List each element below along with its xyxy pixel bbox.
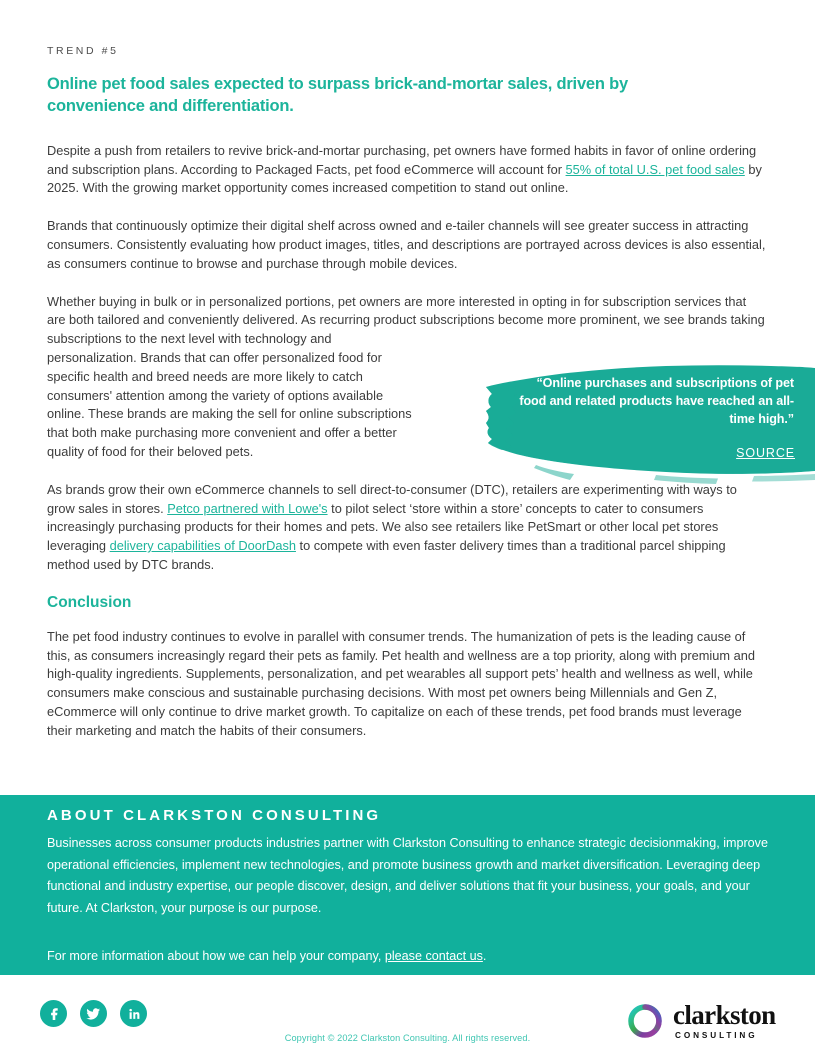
about-contact-suffix: . (482, 948, 487, 963)
about-heading: ABOUT CLARKSTON CONSULTING (47, 807, 382, 824)
link-doordash-delivery[interactable]: delivery capabilities of DoorDash (109, 538, 296, 554)
quote-callout (486, 353, 815, 485)
conclusion-heading: Conclusion (47, 593, 132, 611)
about-body: Businesses across consumer products industries partner with Clarkston Consulting to enhance strategic decisionmaking, improve operational efficiencies, implement new technologies, and promote business growth and market diversification. Leveraging deep functional and industry expertise, our people discover, design, and deliver solutions that fit your business, your goals, and your future. At Clarkston, your purpose is our purpose. (47, 836, 768, 915)
social-links (40, 1000, 147, 1027)
logo-wordmark (673, 1002, 776, 1040)
link-pet-food-sales-stat[interactable]: 55% of total U.S. pet food sales (565, 161, 745, 177)
paragraph-subscriptions-text: Whether buying in bulk or in personalized portions, pet owners are more interested in opting in for subscription services that are both tailored and conveniently delivered. As recurring product subscriptions become more prominent, we see brands taking subscriptions to the next level with technology and personalization. Brands that can offer personalized food for specific health and breed needs are more likely to catch consumers' attention among the variety of options available online. These brands are making the sell for online subscriptions that both make purchasing more convenient and offer a better quality of food for their beloved pets. (47, 293, 765, 460)
page-title: Online pet food sales expected to surpass brick-and-mortar sales, driven by convenience and differentiation. (47, 75, 629, 115)
facebook-glyph (46, 1006, 62, 1022)
copyright-text: Copyright © 2022 Clarkston Consulting. All rights reserved. (284, 1033, 531, 1043)
paragraph-conclusion: The pet food industry continues to evolve in parallel with consumer trends. The humanization of pets is the leading cause of this, as consumers increasingly regard their pets as family. Pet health and wellness are a top priority, along with premium and high-quality ingredients. Supplements, personalization, and pet wearables all support pets’ health and wellness as well, while consumers make conscious and sustainable purchasing decisions. With most pet owners being Millennials and Gen Z, eCommerce will only continue to drive market growth. To capitalize on each of these trends, pet food brands must leverage their marketing and match the habits of their consumers. (47, 628, 755, 738)
about-section (0, 795, 815, 975)
paragraph-intro (47, 142, 767, 198)
paragraph-dtc-text-c: to compete with even faster delivery times than a traditional parcel shipping method used by DTC brands. (47, 538, 726, 573)
logo-name: clarkston (673, 1000, 776, 1030)
clarkston-ring-icon (626, 1002, 664, 1040)
about-inner (47, 807, 769, 966)
paragraph-dtc-text-b: to pilot select ‘store within a store’ concepts to cater to consumers increasingly purchasing products for their homes and pets. We also see retailers like PetSmart or other local pet stores leveraging (47, 500, 719, 554)
link-petco-lowes[interactable]: Petco partnered with Lowe's (167, 500, 328, 516)
about-contact-prefix: For more information about how we can help your company, (47, 948, 385, 963)
linkedin-glyph (126, 1006, 142, 1022)
contact-us-link[interactable]: please contact us (384, 948, 483, 963)
trend-label: TREND #5 (47, 45, 119, 57)
paragraph-dtc-retail (47, 481, 767, 575)
paragraph-dtc-text-a: As brands grow their own eCommerce channels to sell direct-to-consumer (DTC), retailers are experimenting with ways to grow sales in stores. (47, 481, 737, 516)
facebook-icon[interactable] (40, 1000, 67, 1027)
quote-source-link[interactable]: SOURCE (736, 446, 795, 460)
paragraph-intro-text-a: Despite a push from retailers to revive brick-and-mortar purchasing, pet owners have formed habits in favor of online ordering and subscription plans. According to Packaged Facts, pet food eCommerce will account for (47, 142, 757, 177)
twitter-glyph (85, 1005, 102, 1022)
paragraph-intro-text-b: by 2025. With the growing market opportunity comes increased competition to stand out online. (47, 161, 762, 196)
logo-subtitle: CONSULTING (675, 1031, 758, 1040)
quote-text: “Online purchases and subscriptions of pet food and related products have reached an all-time high.” (519, 376, 794, 426)
clarkston-logo (626, 1002, 776, 1040)
twitter-icon[interactable] (80, 1000, 107, 1027)
paragraph-digital-shelf: Brands that continuously optimize their digital shelf across owned and e-tailer channels will see greater success in attracting consumers. Consistently evaluating how product images, titles, and descriptions are portrayed across devices is also essential, as consumers continue to browse and purchase through mobile devices. (47, 218, 766, 271)
about-contact (47, 946, 769, 966)
linkedin-icon[interactable] (120, 1000, 147, 1027)
